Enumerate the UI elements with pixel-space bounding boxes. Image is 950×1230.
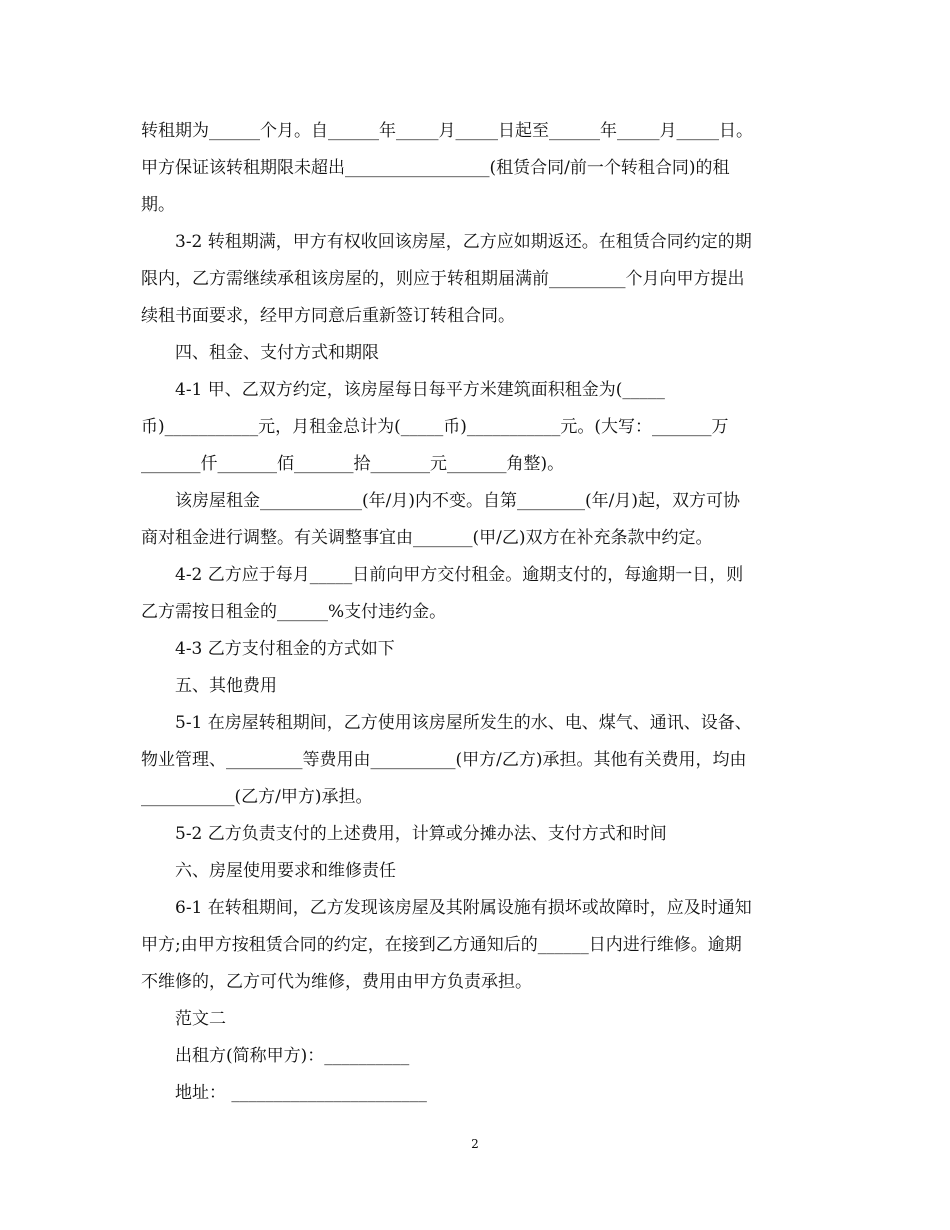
text-line: 3-2 转租期满，甲方有权收回该房屋，乙方应如期返还。在租赁合同约定的期 <box>175 232 752 252</box>
text-line: 该房屋租金____________(年/月)内不变。自第________(年/月)起，双方可协 <box>175 491 740 511</box>
text-line: 4-3 乙方支付租金的方式如下 <box>175 639 395 659</box>
text-line: 甲方;由甲方按租赁合同的约定，在接到乙方通知后的______日内进行维修。逾期 <box>141 935 742 955</box>
text-line: 不维修的，乙方可代为维修，费用由甲方负责承担。 <box>141 972 532 992</box>
page-number: 2 <box>471 1137 479 1151</box>
text-line: 物业管理、_________等费用由__________(甲方/乙方)承担。其他有关费用，均由 <box>141 750 747 770</box>
text-line: 出租方(简称甲方)：__________ <box>175 1046 410 1066</box>
text-line: 甲方保证该转租期限未超出_________________(租赁合同/前一个转租合同)的租 <box>141 158 730 178</box>
text-line: 五、其他费用 <box>175 676 277 696</box>
text-line: 币)___________元，月租金总计为(_____币)___________元。(大写：_______万 <box>141 417 729 437</box>
text-line: 转租期为______个月。自______年_____月_____日起至______年_____月_____日。 <box>141 121 753 141</box>
text-line: 4-1 甲、乙双方约定，该房屋每日每平方米建筑面积租金为(_____ <box>175 380 665 400</box>
text-line: 商对租金进行调整。有关调整事宜由_______(甲/乙)双方在补充条款中约定。 <box>141 528 713 548</box>
text-line: 期。 <box>141 195 175 215</box>
text-line: 乙方需按日租金的______%支付违约金。 <box>141 602 447 622</box>
document-body <box>141 113 809 1112</box>
text-line: 续租书面要求，经甲方同意后重新签订转租合同。 <box>141 306 515 326</box>
text-line: 四、租金、支付方式和期限 <box>175 343 379 363</box>
text-line: 4-2 乙方应于每月_____日前向甲方交付租金。逾期支付的，每逾期一日，则 <box>175 565 744 585</box>
text-line: 限内，乙方需继续承租该房屋的，则应于转租期届满前_________个月向甲方提出 <box>141 269 745 289</box>
text-line: ___________(乙方/甲方)承担。 <box>141 787 373 807</box>
text-line: 六、房屋使用要求和维修责任 <box>175 861 396 881</box>
text-line: 5-2 乙方负责支付的上述费用，计算或分摊办法、支付方式和时间 <box>175 824 667 844</box>
text-line: 范文二 <box>175 1009 226 1029</box>
text-line: _______仟_______佰_______拾_______元_______角整)。 <box>141 454 565 474</box>
text-line: 6-1 在转租期间，乙方发现该房屋及其附属设施有损坏或故障时，应及时通知 <box>175 898 752 918</box>
text-line: 5-1 在房屋转租期间，乙方使用该房屋所发生的水、电、煤气、通讯、设备、 <box>175 713 752 733</box>
text-line: 地址： _______________________ <box>175 1083 427 1103</box>
